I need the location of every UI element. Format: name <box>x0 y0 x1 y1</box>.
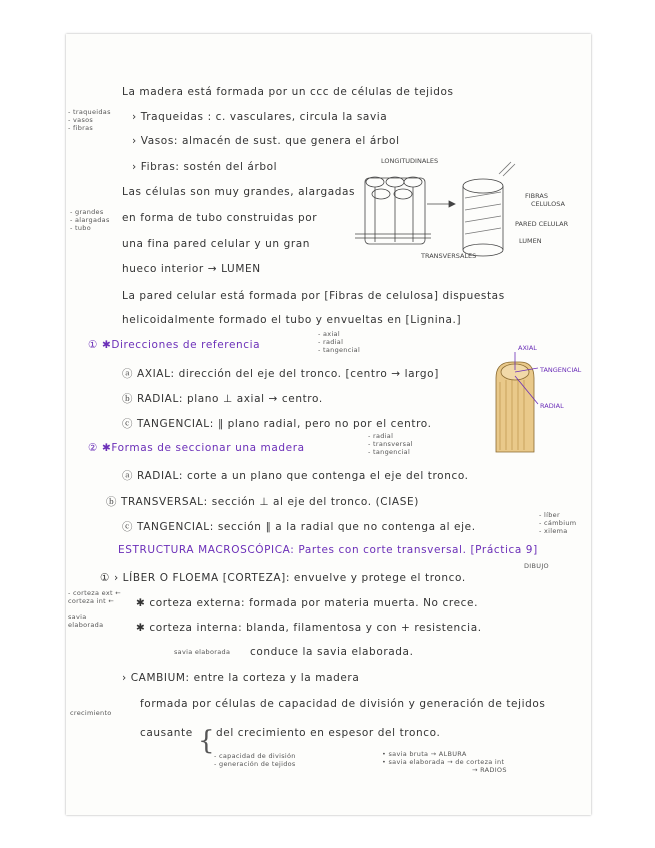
cell-diagram <box>351 154 576 262</box>
margin-partes-item: - xilema <box>539 527 568 535</box>
intro-line: La madera está formada por un ccc de células de tejidos <box>122 86 454 98</box>
pared-celular-line: La pared celular está formada por [Fibras de celulosa] dispuestas <box>122 290 505 302</box>
notebook-page <box>66 34 591 815</box>
diagram-transversales: TRANSVERSALES <box>421 252 477 260</box>
causante-brace: { <box>198 726 215 756</box>
margin-partes <box>539 511 576 535</box>
margin-forma <box>70 208 110 232</box>
margin-secciones-item: - tangencial <box>368 448 411 456</box>
log-diagram <box>486 342 591 457</box>
lignina-line: helicoidalmente formado el tubo y envueltas en [Lignina.] <box>122 314 462 326</box>
lumen-line: hueco interior → LUMEN <box>122 263 261 275</box>
final-right-item: → RADIOS <box>472 766 507 774</box>
single-cell <box>463 162 515 256</box>
estructura-heading: ESTRUCTURA MACROSCÓPICA: Partes con corte transversal. [Práctica 9] <box>118 544 538 556</box>
margin-direcciones <box>318 330 360 354</box>
final-right-item: • savia elaborada → de corteza int <box>382 758 505 766</box>
margin-corteza <box>68 589 121 629</box>
margin-forma-item: - alargadas <box>70 216 110 224</box>
diagram-fibras: FIBRAS <box>525 192 548 200</box>
margin-secciones-item: - radial <box>368 432 394 440</box>
margin-secciones <box>368 432 413 456</box>
margin-direcciones-item: - axial <box>318 330 340 338</box>
cambium-desc-line: formada por células de capacidad de división y generación de tejidos <box>140 698 546 710</box>
crecimiento-label: crecimiento <box>70 709 112 717</box>
margin-direcciones-item: - tangencial <box>318 346 361 354</box>
celulas-line: Las células son muy grandes, alargadas <box>122 186 356 198</box>
margin-corteza-item: savia <box>68 613 87 621</box>
cell-bundle <box>355 177 455 244</box>
seccion-tangencial-line: ⓒ TANGENCIAL: sección ∥ a la radial que no contenga al eje. <box>122 521 476 533</box>
margin-corteza-item: corteza int ← <box>68 597 115 605</box>
final-right-list <box>382 750 507 774</box>
seccion-transversal-line: ⓑ TRANSVERSAL: sección ⊥ al eje del tronco. (CIASE) <box>106 496 419 508</box>
corteza-interna-line: ✱ corteza interna: blanda, filamentosa y con + resistencia. <box>136 622 482 634</box>
diagram-radial: RADIAL <box>540 402 564 410</box>
radial-line: ⓑ RADIAL: plano ⊥ axial → centro. <box>122 393 323 405</box>
margin-tipos-item: - traqueidas <box>68 108 111 116</box>
section-secciones-heading: ② ✱Formas de seccionar una madera <box>88 442 305 454</box>
corteza-externa-line: ✱ corteza externa: formada por materia muerta. No crece. <box>136 597 479 609</box>
margin-forma-item: - tubo <box>70 224 91 232</box>
margin-direcciones-item: - radial <box>318 338 344 346</box>
vasos-line: › Vasos: almacén de sust. que genera el árbol <box>132 135 400 147</box>
seccion-radial-line: ⓐ RADIAL: corte a un plano que contenga el eje del tronco. <box>122 470 469 482</box>
diagram-lumen: LUMEN <box>519 237 542 245</box>
margin-secciones-item: - transversal <box>368 440 413 448</box>
final-left-item: - generación de tejidos <box>214 760 296 768</box>
margin-partes-item: - cámbium <box>539 519 577 527</box>
log-shape <box>496 352 538 452</box>
dibujo-label: DIBUJO <box>524 562 549 570</box>
traqueidas-line: › Traqueidas : c. vasculares, circula la savia <box>132 111 388 123</box>
forma-line: en forma de tubo construidas por <box>122 212 318 224</box>
diagram-longitudinales: LONGITUDINALES <box>381 157 439 165</box>
final-left-list <box>214 752 296 768</box>
margin-partes-item: - líber <box>539 511 560 519</box>
margin-corteza-item: - corteza ext ← <box>68 589 121 597</box>
margin-corteza-item: elaborada <box>68 621 104 629</box>
diagram-axial: AXIAL <box>518 344 537 352</box>
pared-line: una fina pared celular y un gran <box>122 238 311 250</box>
tangencial-line: ⓒ TANGENCIAL: ∥ plano radial, pero no por el centro. <box>122 418 432 430</box>
liber-line: ① › LÍBER O FLOEMA [CORTEZA]: envuelve y protege el tronco. <box>100 572 466 584</box>
margin-tipos-item: - fibras <box>68 124 94 132</box>
margin-forma-item: - grandes <box>70 208 104 216</box>
final-right-item: • savia bruta → ALBURA <box>382 750 467 758</box>
fibras-line: › Fibras: sostén del árbol <box>132 161 278 173</box>
axial-line: ⓐ AXIAL: dirección del eje del tronco. [centro → largo] <box>122 368 439 380</box>
conduce-line: conduce la savia elaborada. <box>250 646 414 658</box>
margin-tipos <box>68 108 111 132</box>
causante-label: causante <box>140 727 193 739</box>
diagram-pared: PARED CELULAR <box>515 220 569 228</box>
cambium-line: › CAMBIUM: entre la corteza y la madera <box>122 672 360 684</box>
margin-tipos-item: - vasos <box>68 116 94 124</box>
causante-line: del crecimiento en espesor del tronco. <box>216 727 441 739</box>
diagram-tangencial: TANGENCIAL <box>540 366 582 374</box>
savia-elaborada-label: savia elaborada <box>174 648 231 656</box>
final-left-item: - capacidad de división <box>214 752 296 760</box>
section-direcciones-heading: ① ✱Direcciones de referencia <box>88 339 261 351</box>
diagram-celulosa: CELULOSA <box>531 200 565 208</box>
